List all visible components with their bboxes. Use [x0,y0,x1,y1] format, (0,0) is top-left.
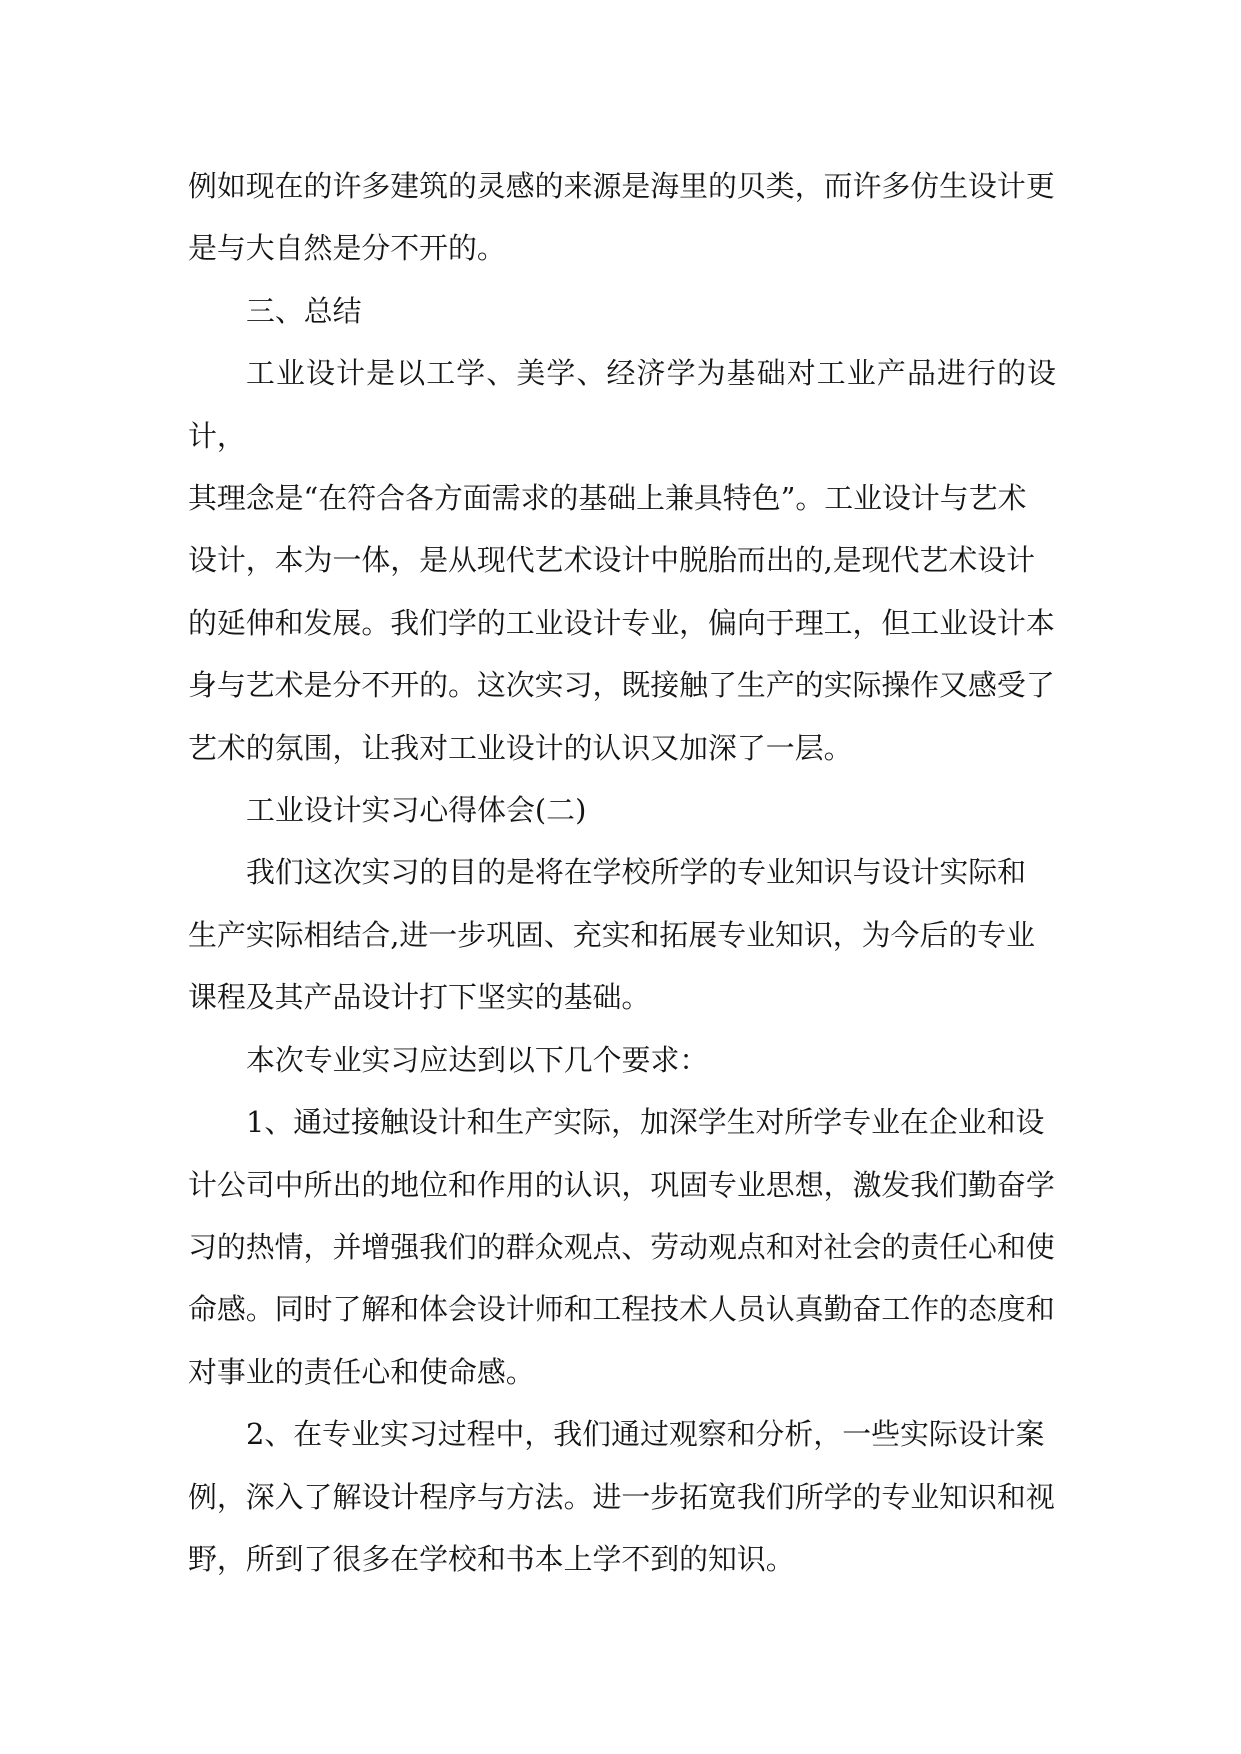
paragraph-purpose: 我们这次实习的目的是将在学校所学的专业知识与设计实际和 生产实际相结合,进一步巩固、充实和拓展专业知识，为今后的专业 课程及其产品设计打下坚实的基础。 [188,855,1036,1015]
document-body [188,155,1056,1590]
list-item-requirement-2: 2、在专业实习过程中，我们通过观察和分析，一些实际设计案 例，深入了解设计程序与方法。进一步拓宽我们所学的专业知识和视 野，所到了很多在学校和书本上学不到的知识。 [188,1417,1055,1576]
list-item-requirement-1: 1、通过接触设计和生产实际，加深学生对所学专业在企业和设 计公司中所出的地位和作用的认识，巩固专业思想，激发我们勤奋学 习的热情，并增强我们的群众观点、劳动观点和对社会的责任心和使 命感。同时了解和体会设计师和工程技术人员认真勤奋工作的态度和 对事业的责任心和使命感。 [188,1105,1055,1389]
section-heading-summary: 三、总结 [246,293,362,328]
paragraph-continuation: 例如现在的许多建筑的灵感的来源是海里的贝类，而许多仿生设计更 是与大自然是分不开的。 [188,169,1055,266]
paragraph-summary: 工业设计是以工学、美学、经济学为基础对工业产品进行的设计， 其理念是“在符合各方面需求的基础上兼具特色”。工业设计与艺术 设计，本为一体，是从现代艺术设计中脱胎而出的,是现代艺术设计 的延伸和发展。我们学的工业设计专业，偏向于理工，但工业设计本 身与艺术是分不开的。这次实习，既接触了生产的实际操作又感受了 艺术的氛围，让我对工业设计的认识又加深了一层。 [188,356,1056,765]
paragraph-requirements-intro: 本次专业实习应达到以下几个要求： [246,1042,709,1077]
article-heading-part-two: 工业设计实习心得体会(二) [246,793,587,828]
